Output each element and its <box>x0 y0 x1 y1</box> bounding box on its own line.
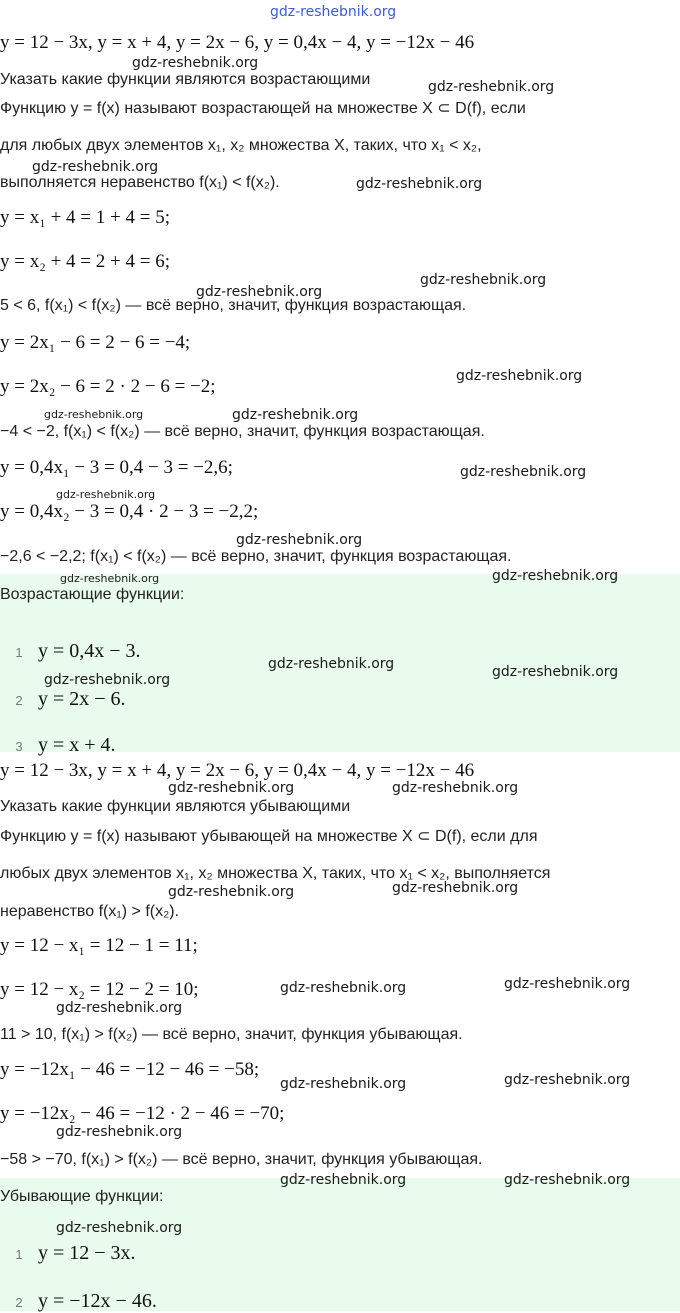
answer-item <box>0 1290 157 1313</box>
answer-item <box>0 1242 136 1265</box>
answer-item <box>0 688 126 711</box>
definition-line: выполняется неравенство f(x₁) < f(x₂). <box>0 174 280 191</box>
watermark: gdz-reshebnik.org <box>196 284 323 300</box>
answer-item <box>0 640 141 663</box>
definition-line: для любых двух элементов x₁, x₂ множества X, таких, что x₁ < x₂, <box>0 137 482 154</box>
watermark: gdz-reshebnik.org <box>504 1072 631 1088</box>
answer-formula: y = 12 − 3x. <box>38 1242 136 1264</box>
calc-line: y = 2x₁ − 6 = 2 − 6 = −4; <box>0 332 191 353</box>
conclusion-line: 11 > 10, f(x₁) > f(x₂) — всё верно, значит, функция убывающая. <box>0 1026 463 1043</box>
watermark: gdz-reshebnik.org <box>504 1172 631 1188</box>
watermark: gdz-reshebnik.org <box>56 488 156 501</box>
answer-number: 2 <box>15 1295 23 1310</box>
watermark: gdz-reshebnik.org <box>44 408 144 421</box>
calc-line: y = 12 − x₁ = 12 − 1 = 11; <box>0 935 198 956</box>
definition-line: Функцию y = f(x) называют убывающей на множестве X ⊂ D(f), если для <box>0 828 538 845</box>
calc-line: y = 2x₂ − 6 = 2 · 2 − 6 = −2; <box>0 376 216 397</box>
answer-title: Убывающие функции: <box>0 1188 164 1205</box>
calc-line: y = x₁ + 4 = 1 + 4 = 5; <box>0 207 170 228</box>
answer-formula: y = −12x − 46. <box>38 1290 157 1312</box>
watermark: gdz-reshebnik.org <box>268 656 395 672</box>
calc-line: y = −12x₂ − 46 = −12 · 2 − 46 = −70; <box>0 1103 285 1124</box>
watermark: gdz-reshebnik.org <box>236 532 363 548</box>
conclusion-line: −2,6 < −2,2; f(x₁) < f(x₂) — всё верно, значит, функция возрастающая. <box>0 548 512 565</box>
calc-line: y = x₂ + 4 = 2 + 4 = 6; <box>0 251 170 272</box>
watermark: gdz-reshebnik.org <box>56 1124 183 1140</box>
answer-number: 1 <box>15 1247 23 1262</box>
watermark: gdz-reshebnik.org <box>356 176 483 192</box>
conclusion-line: −58 > −70, f(x₁) > f(x₂) — всё верно, значит, функция убывающая. <box>0 1151 483 1168</box>
watermark: gdz-reshebnik.org <box>56 1000 183 1016</box>
calc-line: y = 12 − x₂ = 12 − 2 = 10; <box>0 979 199 1000</box>
answer-box <box>0 1178 680 1311</box>
watermark: gdz-reshebnik.org <box>492 568 619 584</box>
answer-title: Возрастающие функции: <box>0 586 185 603</box>
watermark: gdz-reshebnik.org <box>392 880 519 896</box>
watermark: gdz-reshebnik.org <box>56 1220 183 1236</box>
watermark: gdz-reshebnik.org <box>132 55 259 71</box>
functions-list: y = 12 − 3x, y = x + 4, y = 2x − 6, y = 0,4x − 4, y = −12x − 46 <box>0 32 475 53</box>
site-header[interactable]: gdz-reshebnik.org <box>270 4 397 20</box>
watermark: gdz-reshebnik.org <box>232 407 359 423</box>
answer-number: 2 <box>15 693 23 708</box>
watermark: gdz-reshebnik.org <box>168 780 295 796</box>
task-heading: Указать какие функции являются убывающими <box>0 798 351 815</box>
answer-number: 1 <box>15 645 23 660</box>
watermark: gdz-reshebnik.org <box>420 272 547 288</box>
calc-line: y = −12x₁ − 46 = −12 − 46 = −58; <box>0 1059 260 1080</box>
definition-line: неравенство f(x₁) > f(x₂). <box>0 903 180 920</box>
watermark: gdz-reshebnik.org <box>392 780 519 796</box>
watermark: gdz-reshebnik.org <box>280 980 407 996</box>
answer-number: 3 <box>15 739 23 754</box>
conclusion-line: −4 < −2, f(x₁) < f(x₂) — всё верно, значит, функция возрастающая. <box>0 423 485 440</box>
definition-line: Функцию y = f(x) называют возрастающей на множестве X ⊂ D(f), если <box>0 100 526 117</box>
watermark: gdz-reshebnik.org <box>492 664 619 680</box>
watermark: gdz-reshebnik.org <box>32 159 159 175</box>
definition-line: любых двух элементов x₁, x₂ множества X, таких, что x₁ < x₂, выполняется <box>0 865 551 882</box>
answer-formula: y = 2x − 6. <box>38 688 126 710</box>
watermark: gdz-reshebnik.org <box>504 976 631 992</box>
task-heading: Указать какие функции являются возрастающими <box>0 71 371 88</box>
answer-item <box>0 734 116 757</box>
watermark: gdz-reshebnik.org <box>428 79 555 95</box>
watermark: gdz-reshebnik.org <box>60 572 160 585</box>
functions-list: y = 12 − 3x, y = x + 4, y = 2x − 6, y = 0,4x − 4, y = −12x − 46 <box>0 760 475 781</box>
watermark: gdz-reshebnik.org <box>44 672 171 688</box>
conclusion-line: 5 < 6, f(x₁) < f(x₂) — всё верно, значит, функция возрастающая. <box>0 297 467 314</box>
answer-formula: y = 0,4x − 3. <box>38 640 141 662</box>
answer-formula: y = x + 4. <box>38 734 116 756</box>
watermark: gdz-reshebnik.org <box>280 1172 407 1188</box>
watermark: gdz-reshebnik.org <box>168 884 295 900</box>
watermark: gdz-reshebnik.org <box>456 368 583 384</box>
calc-line: y = 0,4x₂ − 3 = 0,4 · 2 − 3 = −2,2; <box>0 501 259 522</box>
watermark: gdz-reshebnik.org <box>460 464 587 480</box>
calc-line: y = 0,4x₁ − 3 = 0,4 − 3 = −2,6; <box>0 457 233 478</box>
watermark: gdz-reshebnik.org <box>280 1076 407 1092</box>
